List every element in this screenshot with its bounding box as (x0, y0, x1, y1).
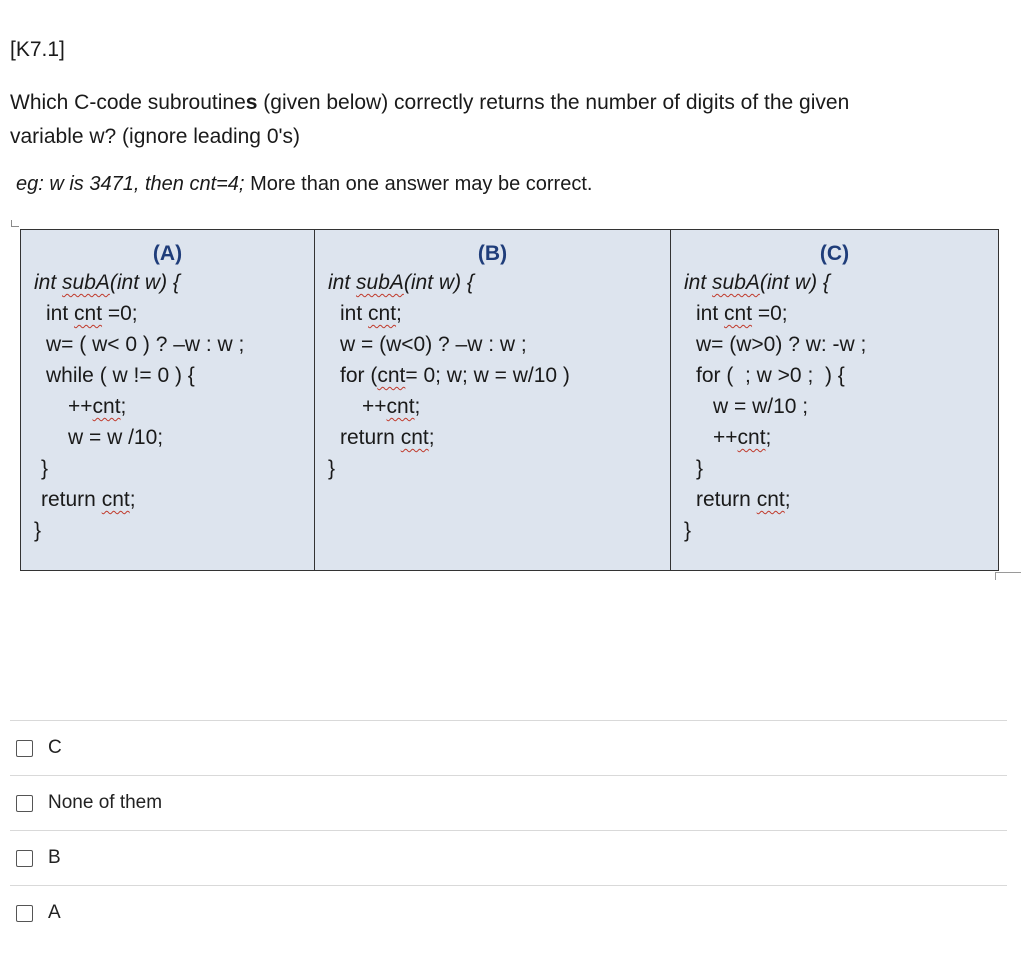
column-header-c: (C) (819, 242, 850, 265)
code-line: } (328, 457, 336, 480)
code-line: w = w /10; (68, 426, 164, 449)
code-line: ++cnt; (362, 395, 421, 418)
option-label: B (48, 847, 61, 868)
code-line: int subA(int w) { (328, 271, 474, 294)
checkbox[interactable] (16, 740, 33, 757)
code-line: return cnt; (340, 426, 435, 449)
question-id: [K7.1] (10, 38, 65, 61)
example-italic: eg: w is 3471, then cnt=4; (16, 173, 245, 195)
option-label: A (48, 902, 61, 923)
table-anchor-mark (11, 220, 19, 227)
option-a[interactable] (10, 885, 1007, 940)
answer-options (10, 720, 1007, 940)
option-none-of-them[interactable] (10, 775, 1007, 830)
prompt-bold-s: s (245, 91, 258, 114)
example-note: More than one answer may be correct. (250, 173, 593, 195)
example-line (16, 173, 592, 196)
option-label: C (48, 737, 62, 758)
code-line: w= ( w< 0 ) ? –w : w ; (46, 333, 245, 356)
code-line: } (684, 519, 692, 542)
code-line: int cnt; (340, 302, 402, 325)
code-line: while ( w != 0 ) { (46, 364, 195, 387)
code-line: for (cnt= 0; w; w = w/10 ) (340, 364, 570, 387)
code-line: } (41, 457, 49, 480)
code-line: int cnt =0; (46, 302, 138, 325)
prompt-text-start: Which C-code subroutine (10, 91, 246, 114)
code-line: int cnt =0; (696, 302, 788, 325)
code-line: return cnt; (41, 488, 136, 511)
code-line: } (34, 519, 42, 542)
column-header-b: (B) (477, 242, 508, 265)
option-label: None of them (48, 792, 163, 813)
code-line: int subA(int w) { (684, 271, 830, 294)
checkbox[interactable] (16, 850, 33, 867)
table-edge-mark (995, 572, 1021, 573)
column-header-a: (A) (152, 242, 183, 265)
code-line: for ( ; w >0 ; ) { (696, 364, 845, 387)
code-line: w = w/10 ; (713, 395, 809, 418)
prompt-text-end: (given below) correctly returns the number of digits of the given (257, 91, 850, 114)
checkbox[interactable] (16, 905, 33, 922)
code-column-c (671, 230, 999, 571)
question-prompt (10, 86, 1010, 154)
table-edge-mark (995, 572, 996, 580)
code-column-a (21, 230, 315, 571)
code-line: } (696, 457, 704, 480)
code-line: w= (w>0) ? w: -w ; (696, 333, 867, 356)
option-b[interactable] (10, 830, 1007, 885)
code-line: w = (w<0) ? –w : w ; (340, 333, 527, 356)
code-line: ++cnt; (68, 395, 127, 418)
code-line: int subA(int w) { (34, 271, 180, 294)
code-table (20, 229, 999, 571)
code-line: ++cnt; (713, 426, 772, 449)
option-c[interactable] (10, 720, 1007, 775)
code-column-b (315, 230, 671, 571)
checkbox[interactable] (16, 795, 33, 812)
code-line: return cnt; (696, 488, 791, 511)
prompt-line-2: variable w? (ignore leading 0's) (10, 125, 301, 148)
